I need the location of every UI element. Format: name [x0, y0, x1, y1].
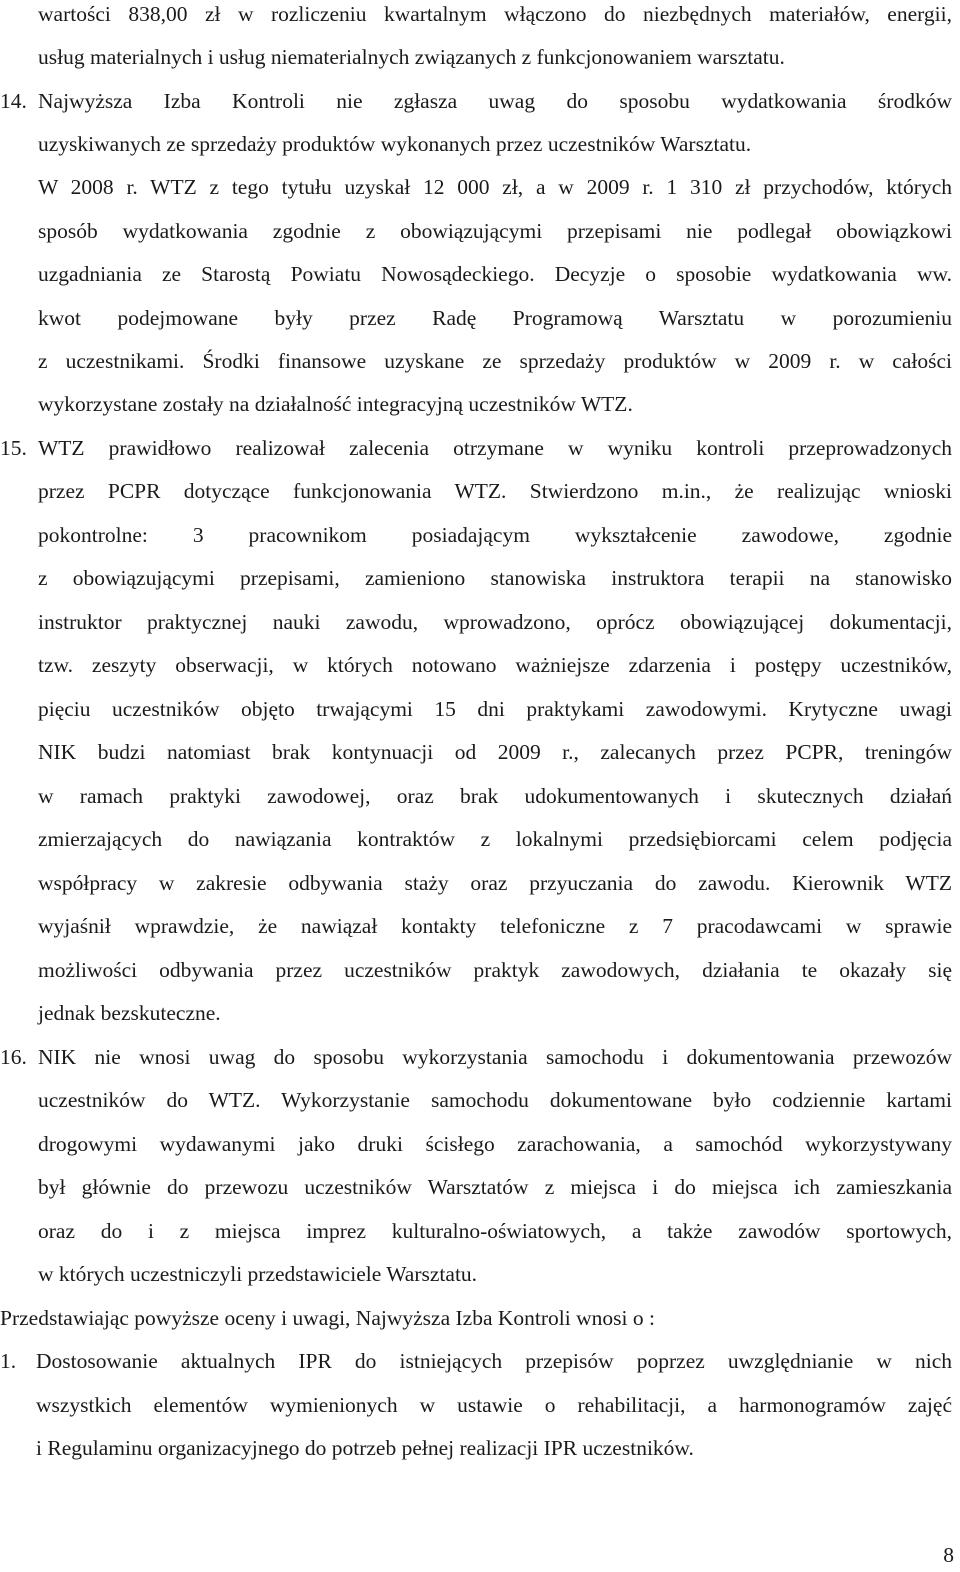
- text-line: instruktor praktycznej nauki zawodu, wprowadzono, oprócz obowiązującej dokumentacji,: [38, 610, 952, 634]
- text-line: NIK nie wnosi uwag do sposobu wykorzystania samochodu i dokumentowania przewozów: [38, 1045, 952, 1069]
- text-line: uczestników do WTZ. Wykorzystanie samochodu dokumentowane było codziennie kartami: [38, 1088, 952, 1112]
- item-number: 15.: [0, 436, 27, 460]
- text-line: zmierzających do nawiązania kontraktów z lokalnymi przedsiębiorcami celem podjęcia: [38, 827, 952, 851]
- text-line: był głównie do przewozu uczestników Warsztatów z miejsca i do miejsca ich zamieszkania: [38, 1175, 952, 1199]
- text-line: współpracy w zakresie odbywania staży oraz przyuczania do zawodu. Kierownik WTZ: [38, 871, 952, 895]
- text-line: uzyskiwanych ze sprzedaży produktów wykonanych przez uczestników Warsztatu.: [38, 132, 752, 156]
- text-line: uzgadniania ze Starostą Powiatu Nowosądeckiego. Decyzje o sposobie wydatkowania ww.: [38, 262, 952, 286]
- text-line: Dostosowanie aktualnych IPR do istniejących przepisów poprzez uwzględnianie w nich: [36, 1349, 952, 1373]
- text-line: Przedstawiając powyższe oceny i uwagi, Najwyższa Izba Kontroli wnosi o :: [0, 1306, 655, 1330]
- text-line: z obowiązującymi przepisami, zamieniono stanowiska instruktora terapii na stanowisko: [38, 566, 952, 590]
- text-line: możliwości odbywania przez uczestników praktyk zawodowych, działania te okazały się: [38, 958, 952, 982]
- text-line: kwot podejmowane były przez Radę Programową Warsztatu w porozumieniu: [38, 306, 952, 330]
- text-line: NIK budzi natomiast brak kontynuacji od 2009 r., zalecanych przez PCPR, treningów: [38, 740, 952, 764]
- item-number: 1.: [0, 1349, 17, 1373]
- text-line: wykorzystane zostały na działalność integracyjną uczestników WTZ.: [38, 392, 633, 416]
- text-line: usług materialnych i usług niematerialnych związanych z funkcjonowaniem warsztatu.: [38, 45, 785, 69]
- text-line: z uczestnikami. Środki finansowe uzyskane ze sprzedaży produktów w 2009 r. w całości: [38, 349, 952, 373]
- page-number: 8: [943, 1543, 954, 1567]
- text-line: Najwyższa Izba Kontroli nie zgłasza uwag do sposobu wydatkowania środków: [38, 89, 952, 113]
- text-line: wyjaśnił wprawdzie, że nawiązał kontakty telefoniczne z 7 pracodawcami w sprawie: [38, 914, 952, 938]
- text-line: w których uczestniczyli przedstawiciele Warsztatu.: [38, 1262, 478, 1286]
- text-line: tzw. zeszyty obserwacji, w których notowano ważniejsze zdarzenia i postępy uczestników,: [38, 653, 952, 677]
- text-line: sposób wydatkowania zgodnie z obowiązującymi przepisami nie podlegał obowiązkowi: [38, 219, 952, 243]
- text-line: oraz do i z miejsca imprez kulturalno-oświatowych, a także zawodów sportowych,: [38, 1219, 952, 1243]
- text-line: wartości 838,00 zł w rozliczeniu kwartalnym włączono do niezbędnych materiałów, energii,: [38, 2, 952, 26]
- text-line: wszystkich elementów wymienionych w ustawie o rehabilitacji, a harmonogramów zajęć: [36, 1393, 952, 1417]
- text-line: jednak bezskuteczne.: [38, 1001, 221, 1025]
- text-line: WTZ prawidłowo realizował zalecenia otrzymane w wyniku kontroli przeprowadzonych: [38, 436, 952, 460]
- text-line: przez PCPR dotyczące funkcjonowania WTZ. Stwierdzono m.in., że realizując wnioski: [38, 479, 952, 503]
- text-line: pięciu uczestników objęto trwającymi 15 dni praktykami zawodowymi. Krytyczne uwagi: [38, 697, 952, 721]
- item-number: 14.: [0, 89, 27, 113]
- text-line: pokontrolne: 3 pracownikom posiadającym wykształcenie zawodowe, zgodnie: [38, 523, 952, 547]
- text-line: drogowymi wydawanymi jako druki ścisłego zarachowania, a samochód wykorzystywany: [38, 1132, 952, 1156]
- text-line: W 2008 r. WTZ z tego tytułu uzyskał 12 000 zł, a w 2009 r. 1 310 zł przychodów, których: [38, 175, 952, 199]
- text-line: w ramach praktyki zawodowej, oraz brak udokumentowanych i skutecznych działań: [38, 784, 952, 808]
- item-number: 16.: [0, 1045, 27, 1069]
- text-line: i Regulaminu organizacyjnego do potrzeb pełnej realizacji IPR uczestników.: [36, 1436, 694, 1460]
